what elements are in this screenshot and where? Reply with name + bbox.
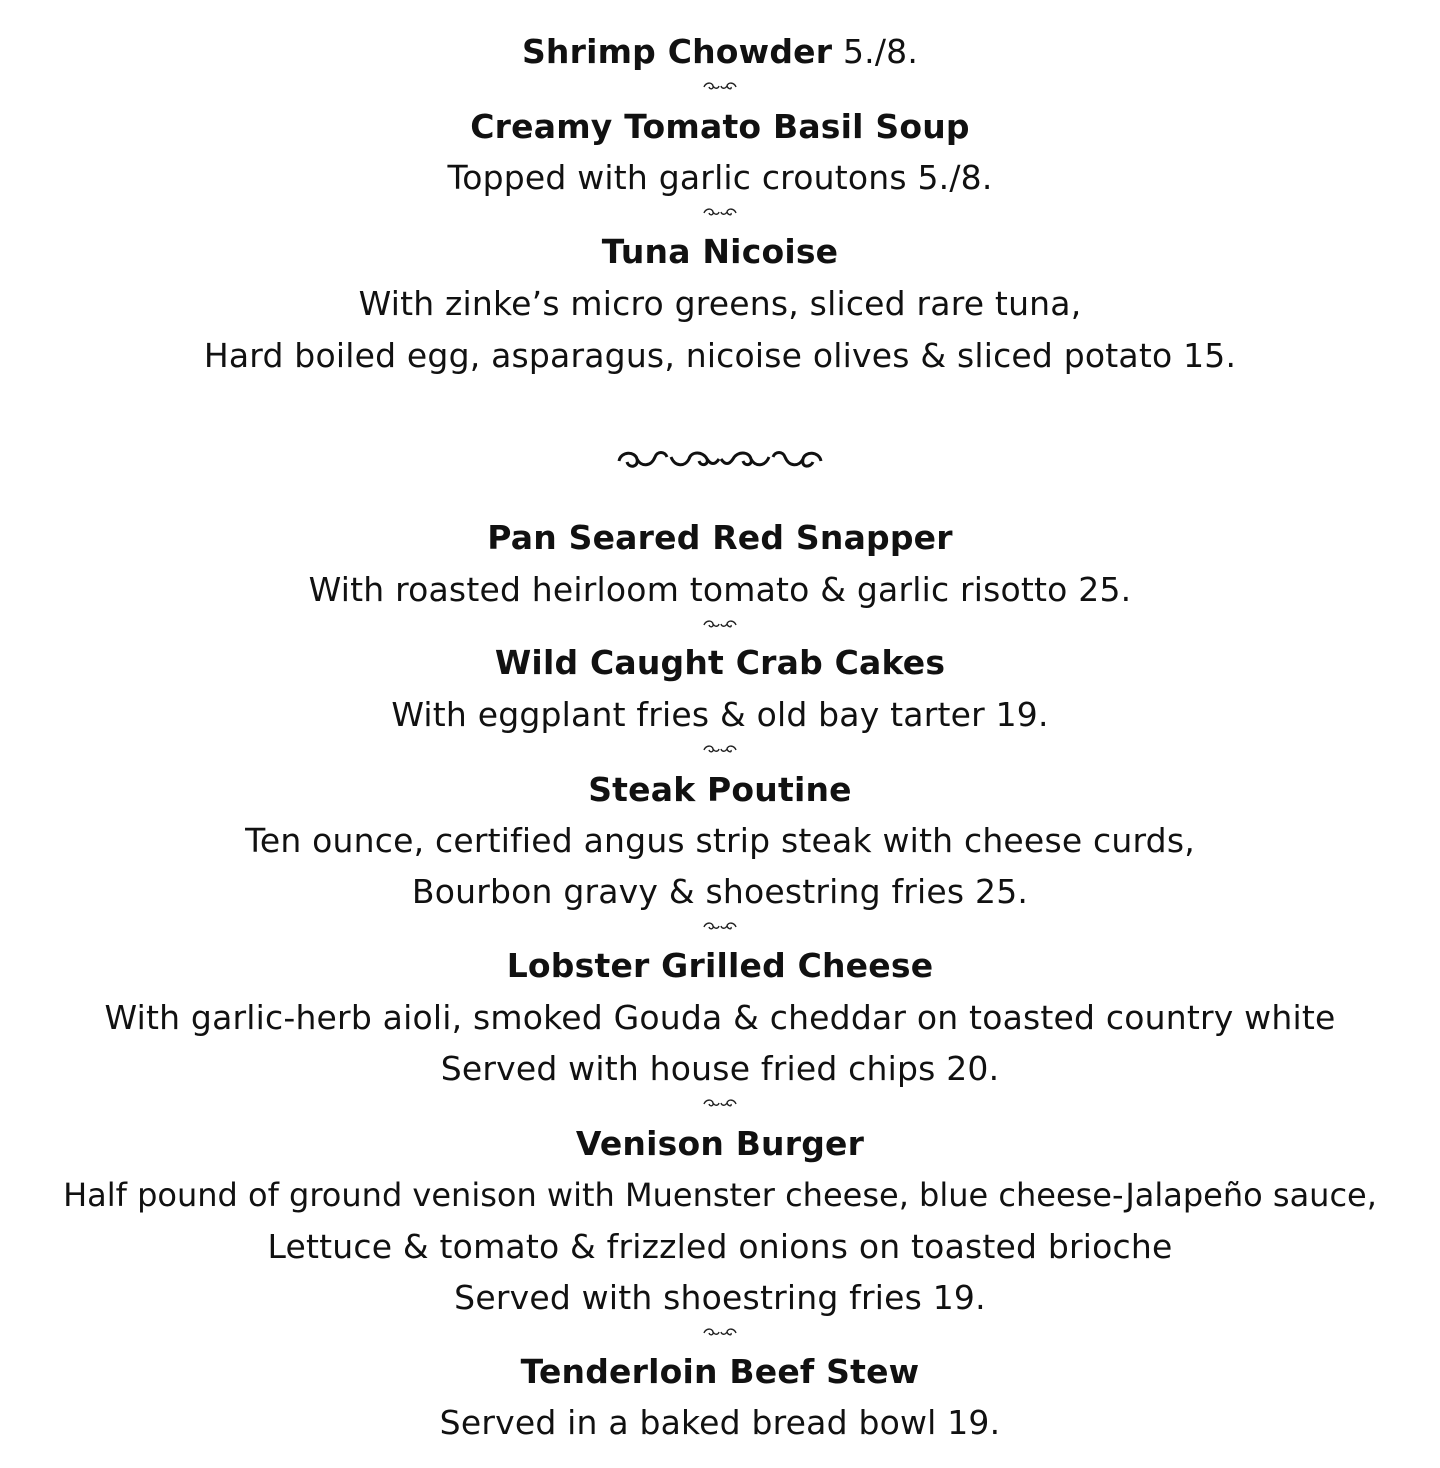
flourish-divider-icon [703,80,737,92]
crab-cakes-description: With eggplant fries & old bay tarter 19. [391,695,1049,734]
beef-stew-description: Served in a baked bread bowl 19. [439,1403,1001,1442]
beef-stew-title: Tenderloin Beef Stew [520,1352,920,1391]
shrimp-chowder-price: 5./8. [832,32,919,71]
lobster-grilled-cheese-description-1: With garlic-herb aioli, smoked Gouda & cheddar on toasted country white [104,998,1336,1037]
large-flourish-ornament-icon [615,443,825,475]
lobster-grilled-cheese-description-2: Served with house fried chips 20. [440,1049,1000,1088]
flourish-divider-icon [703,1326,737,1338]
tomato-basil-title: Creamy Tomato Basil Soup [470,107,970,146]
lobster-grilled-cheese-title: Lobster Grilled Cheese [506,946,934,985]
venison-burger-description-3: Served with shoestring fries 19. [454,1278,986,1317]
red-snapper-description: With roasted heirloom tomato & garlic risotto 25. [308,570,1132,609]
tuna-nicoise-description-2: Hard boiled egg, asparagus, nicoise olives & sliced potato 15. [203,336,1237,375]
tuna-nicoise-description-1: With zinke’s micro greens, sliced rare tuna, [358,284,1082,323]
venison-burger-title: Venison Burger [575,1124,865,1163]
tuna-nicoise-title: Tuna Nicoise [601,232,839,271]
venison-burger-description-1: Half pound of ground venison with Muenster cheese, blue cheese-Jalapeño sauce, [63,1176,1377,1214]
shrimp-chowder-line [0,32,1440,72]
flourish-divider-icon [703,1097,737,1109]
tomato-basil-description: Topped with garlic croutons 5./8. [447,158,993,197]
steak-poutine-description-1: Ten ounce, certified angus strip steak with cheese curds, [245,821,1195,860]
flourish-divider-icon [703,743,737,755]
shrimp-chowder-title: Shrimp Chowder [521,32,833,71]
red-snapper-title: Pan Seared Red Snapper [487,518,953,557]
steak-poutine-description-2: Bourbon gravy & shoestring fries 25. [411,872,1029,911]
flourish-divider-icon [703,206,737,218]
flourish-divider-icon [703,920,737,932]
venison-burger-description-2: Lettuce & tomato & frizzled onions on toasted brioche [267,1227,1173,1266]
crab-cakes-title: Wild Caught Crab Cakes [494,643,946,682]
steak-poutine-title: Steak Poutine [588,770,852,809]
flourish-divider-icon [703,618,737,630]
